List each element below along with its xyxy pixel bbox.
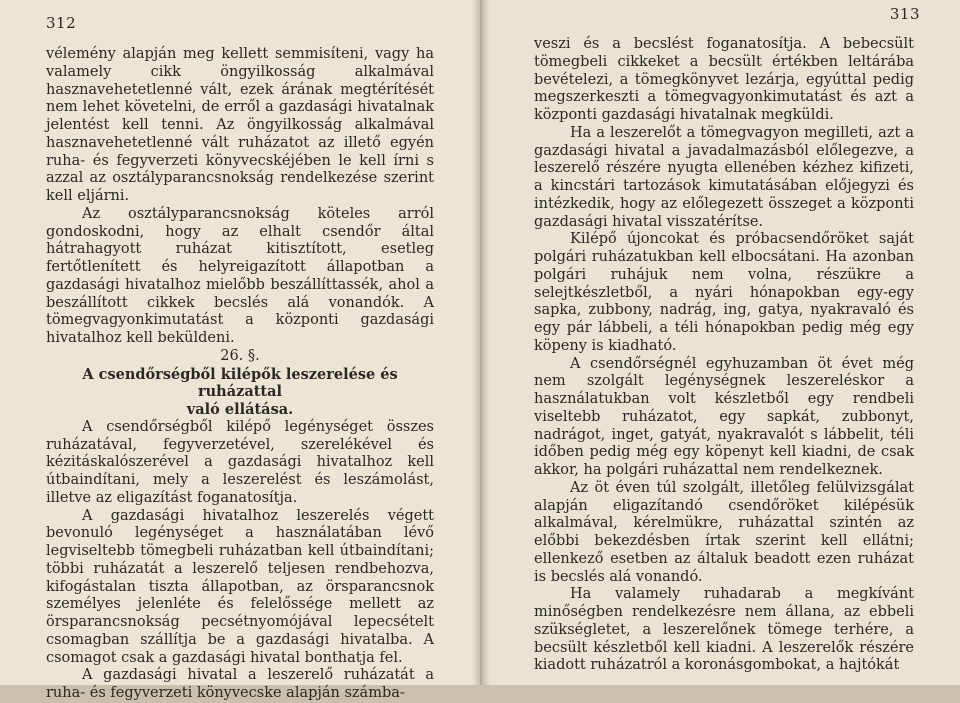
- paragraph: A gazdasági hivatal a leszerelő ruházatát a ruha- és fegyverzeti könyvecske alapján számba-: [46, 667, 434, 701]
- page-number: 312: [46, 14, 77, 32]
- paragraph: Ha a leszerelőt a tömegvagyon megilleti, azt a gazdasági hivatal a javadalmazásból előlegezve, a leszerelő részére nyugta ellenében kézhez kifizeti, a kincstári tartozások kimutatásában előjegyzi és intézkedik, hogy az előlegezett összeget a központi gazdasági hivatal visszatérítse.: [534, 124, 914, 230]
- paragraph: Az osztályparancsnokság köteles arról gondoskodni, hogy az elhalt csendőr által hátrahagyott ruházat kitisztított, esetleg fertőtlenített és helyreigazított állapotban a gazdasági hivatalhoz mielőbb beszállíttassék, ahol a beszállított cikkek becslés alá vonandók. A tömegvagyonkimutatást a központi gazdasági hivatalhoz kell beküldeni.: [46, 205, 434, 346]
- paragraph: Az öt éven túl szolgált, illetőleg felülvizsgálat alapján eligazítandó csendőröket kilépésük alkalmával, kérelmükre, ruházattal szintén az előbbi bekezdésben írtak szerint kell ellátni; ellenkező esetben az általuk beadott ezen ruházat is becslés alá vonandó.: [534, 479, 914, 585]
- section-title: A csendőrségből kilépők leszerelése és ruházattal: [82, 365, 398, 401]
- book-gutter: [472, 0, 490, 685]
- paragraph: vélemény alapján meg kellett semmisíteni, vagy ha valamely cikk öngyilkosság alkalmával hasznavehetetlenné vált, ezek árának megtérítését nem lehet követelni, de erről a gazdasági hivatalnak jelentést kell tenni. Az öngyilkosság alkalmával hasznavehetetlenné vált ruházatot az illető egyén ruha- és fegyverzeti könyvecskéjében le kell írni s azzal az osztályparancsnokság rendelkezése szerint kell eljárni.: [46, 46, 434, 204]
- left-page: [0, 0, 480, 701]
- paragraph: Ha valamely ruhadarab a megkívánt minőségben rendelkezésre nem állana, az ebbeli szükségletet, a leszerelőnek tömege terhére, a becsült készletből kell kiadni. A leszerelők részére kiadott ruházatról a koronásgombokat, a hajtókát: [534, 586, 914, 674]
- right-page-text: [534, 36, 914, 675]
- paragraph: Kilépő újoncokat és próbacsendőröket saját polgári ruházatukban kell elbocsátani. Ha azonban polgári ruhájuk nem volna, részükre a selejtkészletből, a nyári hónapokban egy-egy sapka, zubbony, nadrág, ing, gatya, nyakravaló és egy pár lábbeli, a téli hónapokban pedig még egy köpeny is kiadható.: [534, 231, 914, 354]
- left-page-text: [46, 46, 434, 703]
- paragraph: veszi és a becslést foganatosítja. A bebecsült tömegbeli cikkeket a becsült értékben leltárába bevételezi, a tömegkönyvet lezárja, egyúttal pedig megszerkeszti a tömegvagyonkimutatást és azt a központi gazdasági hivatalnak megküldi.: [534, 36, 914, 123]
- paragraph: A csendőrségből kilépő legénységet összes ruházatával, fegyverzetével, szerelékével és kézitáskalószerével a gazdasági hivatalhoz kell útbaindítani, mely a leszerelést és leszámolást, illetve az eligazítást foganatosítja.: [46, 418, 434, 506]
- page-number: 313: [889, 5, 920, 23]
- section-number: 26. §.: [220, 347, 260, 364]
- paragraph: A gazdasági hivatalhoz leszerelés végett bevonuló legénységet a használatában lévő legviseltebb tömegbeli ruházatban kell útbaindítani; többi ruházatát a leszerelő teljesen rendbehozva, kifogástalan tiszta állapotban, az örsparancsnok személyes jelenléte és felelőssége mellett az örsparancsnokság pecsétnyomójával lepecsételt csomagban szállítja be a gazdasági hivatalba. A csomagot csak a gazdasági hivatal bonthatja fel.: [46, 507, 434, 666]
- paragraph: A csendőrségnél egyhuzamban öt évet még nem szolgált legénységnek leszereléskor a használatukban volt készletből egy rendbeli viseltebb ruházatot, egy sapkát, zubbonyt, nadrágot, inget, gatyát, nyakravalót s lábbelit, téli időben pedig még egy köpenyt kell kiadni, de csak akkor, ha polgári ruházattal nem rendelkeznek.: [534, 355, 914, 478]
- right-page: [480, 0, 960, 685]
- section-title-continued: való ellátása.: [186, 401, 294, 418]
